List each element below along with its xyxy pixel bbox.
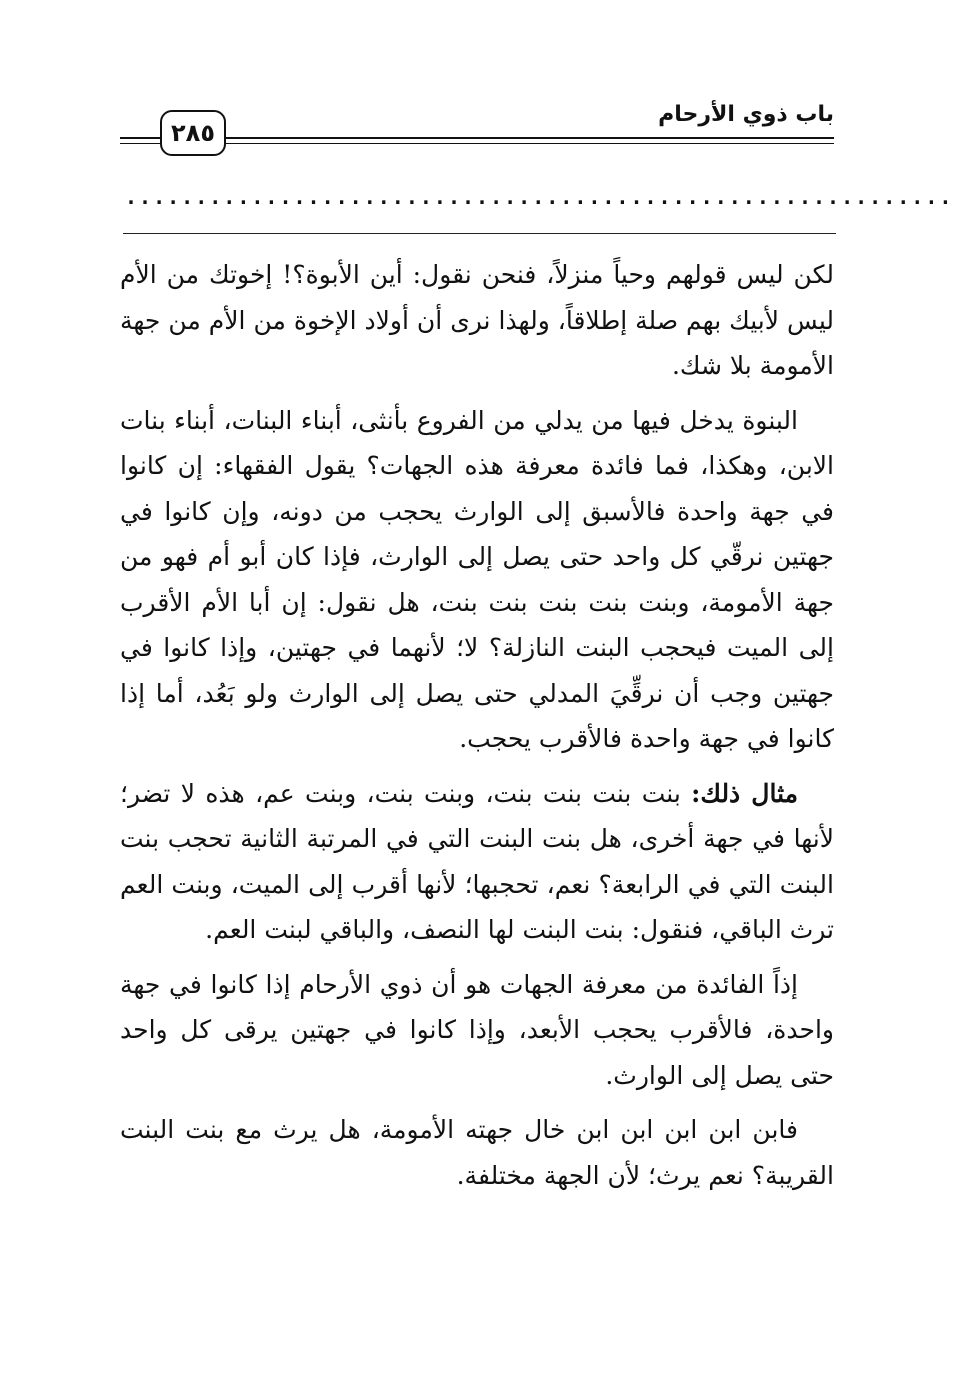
paragraph-text: لكن ليس قولهم وحياً منزلاً، فنحن نقول: أين الأبوة؟! إخوتك من الأم ليس لأبيك بهم صلة إطلاقاً، ولهذا نرى أن أولاد الإخوة من الأم من جهة الأمومة بلا شك. [120, 260, 834, 380]
paragraph-text: فابن ابن ابن ابن ابن خال جهته الأمومة، هل يرث مع بنت البنت القريبة؟ نعم يرث؛ لأن الجهة مختلفة. [120, 1115, 834, 1190]
example-lead: مثال ذلك: [691, 778, 799, 808]
chapter-title: باب ذوي الأرحام [658, 102, 834, 127]
paragraph-text: البنوة يدخل فيها من يدلي من الفروع بأنثى، أبناء البنات، أبناء بنات الابن، وهكذا، فما فائدة معرفة هذه الجهات؟ يقول الفقهاء: إن كانوا في جهة واحدة فالأسبق إلى الوارث يحجب من دونه، وإن كانوا في جهتين نرقّي كل واحد حتى يصل إلى الوارث، فإذا كان أبو أم فهو من جهة الأمومة، وبنت بنت بنت بنت بنت، هل نقول: إن أبا الأم الأقرب إلى الميت فيحجب البنت النازلة؟ لا؛ لأنهما في جهتين، وإذا كانوا في جهتين وجب أن نرقِّيَ المدلي حتى يصل إلى الوارث ولو بَعُد، أما إذا كانوا في جهة واحدة فالأقرب يحجب. [120, 405, 834, 753]
page-body [120, 252, 834, 1207]
page-header [120, 100, 834, 160]
paragraph [120, 771, 834, 953]
paragraph [120, 1107, 834, 1198]
separator-line [123, 233, 836, 234]
header-rule-thin [120, 143, 834, 144]
paragraph [120, 962, 834, 1099]
header-rule [120, 137, 834, 139]
paragraph-text: بنت بنت بنت بنت، وبنت بنت، وبنت عم، هذه لا تضر؛ لأنها في جهة أخرى، هل بنت البنت التي في المرتبة الثانية تحجب بنت البنت التي في الرابعة؟ نعم، تحجبها؛ لأنها أقرب إلى الميت، وبنت العم ترث الباقي، فنقول: بنت البنت لها النصف، والباقي لبنت العم. [120, 778, 834, 944]
paragraph-text: إذاً الفائدة من معرفة الجهات هو أن ذوي الأرحام إذا كانوا في جهة واحدة، فالأقرب يحجب الأبعد، وإذا كانوا في جهتين يرقى كل واحد حتى يصل إلى الوارث. [120, 969, 834, 1090]
page-number: ٢٨٥ [160, 110, 226, 156]
paragraph [120, 252, 834, 389]
dotted-separator: ........................................................... [125, 185, 953, 209]
paragraph [120, 398, 834, 762]
